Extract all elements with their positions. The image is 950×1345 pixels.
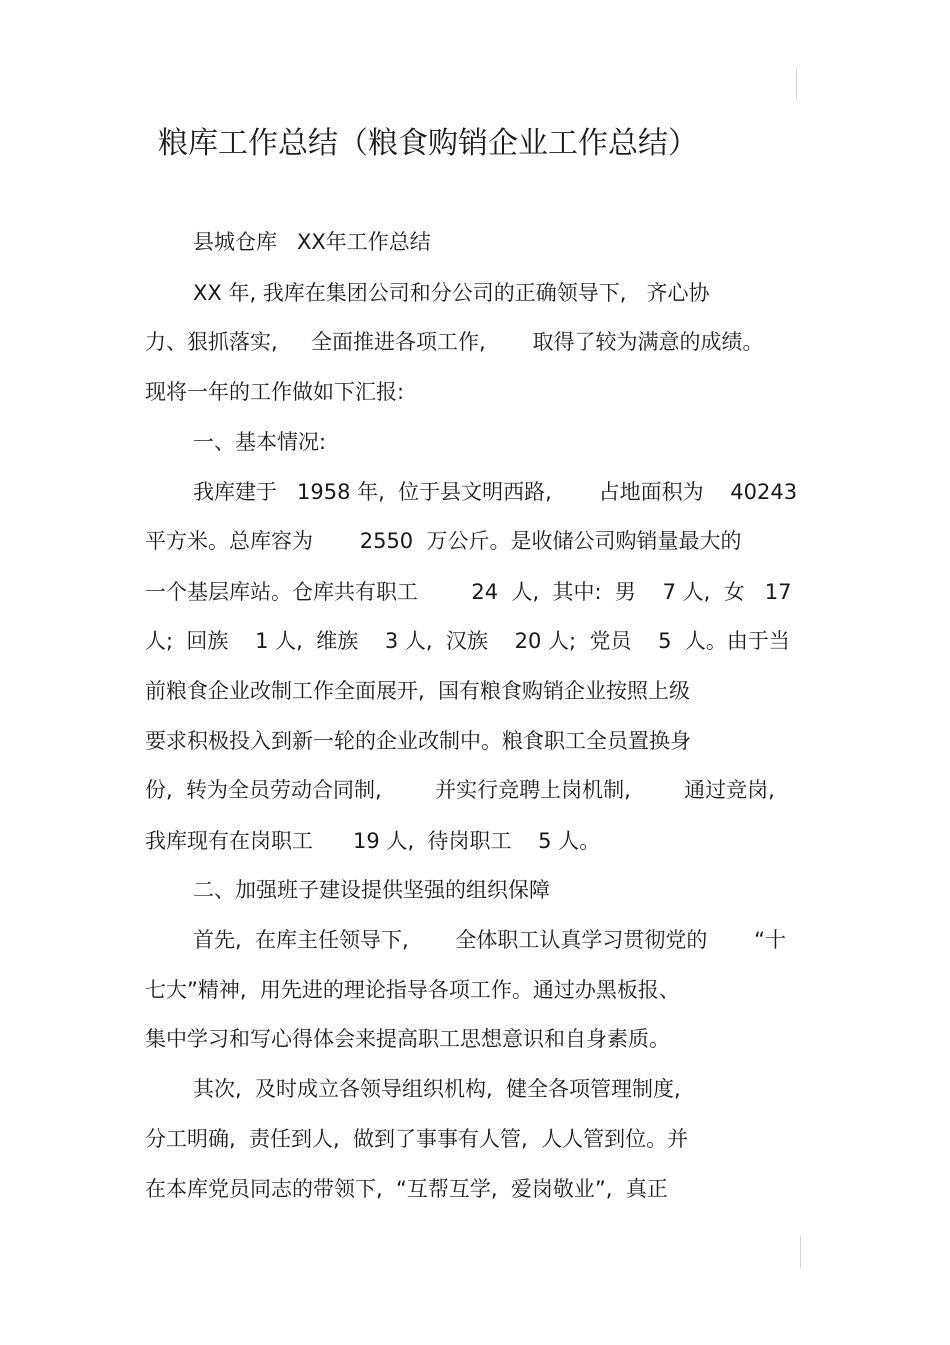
- paragraph-line: 首先, 在库主任领导下, 全体职工认真学习贯彻党的 “十: [193, 928, 787, 952]
- section-heading: 一、基本情况:: [193, 430, 327, 454]
- section-heading: 二、加强班子建设提供坚强的组织保障: [193, 878, 550, 902]
- paragraph-line: 份, 转为全员劳动合同制, 并实行竞聘上岗机制, 通过竞岗,: [145, 778, 775, 802]
- paragraph-line: 集中学习和写心得体会来提高职工思想意识和自身素质。: [145, 1027, 670, 1051]
- paragraph-line: 一个基层库站。仓库共有职工 24 人, 其中: 男 7 人, 女 17: [145, 580, 792, 604]
- paragraph-line: 在本库党员同志的带领下, “互帮互学, 爱岗敬业”, 真正: [145, 1177, 668, 1201]
- paragraph-line: 七大”精神, 用先进的理论指导各项工作。通过办黑板报、: [145, 978, 680, 1002]
- paragraph-line: XX 年, 我库在集团公司和分公司的正确领导下, 齐心协: [193, 281, 710, 305]
- paragraph-line: 现将一年的工作做如下汇报:: [145, 380, 405, 404]
- section-heading-subtitle: 县城仓库 XX年工作总结: [193, 230, 431, 254]
- paragraph-line: 力、狠抓落实, 全面推进各项工作, 取得了较为满意的成绩。: [145, 330, 764, 354]
- paragraph-line: 前粮食企业改制工作全面展开, 国有粮食购销企业按照上级: [145, 679, 691, 703]
- page-corner-mark-top: [796, 68, 797, 100]
- paragraph-line: 要求积极投入到新一轮的企业改制中。粮食职工全员置换身: [145, 729, 691, 753]
- paragraph-line: 其次, 及时成立各领导组织机构, 健全各项管理制度,: [193, 1077, 681, 1101]
- page-title: 粮库工作总结（粮食购销企业工作总结）: [158, 126, 698, 161]
- paragraph-line: 分工明确, 责任到人, 做到了事事有人管, 人人管到位。并: [145, 1127, 689, 1151]
- paragraph-line: 我库现有在岗职工 19 人, 待岗职工 5 人。: [145, 829, 601, 853]
- page-corner-mark-bottom: [800, 1236, 801, 1268]
- paragraph-line: 我库建于 1958 年, 位于县文明西路, 占地面积为 40243: [193, 480, 798, 504]
- paragraph-line: 平方米。总库容为 2550 万公斤。是收储公司购销量最大的: [145, 529, 742, 553]
- paragraph-line: 人; 回族 1 人, 维族 3 人, 汉族 20 人; 党员 5 人。由于当: [145, 629, 790, 653]
